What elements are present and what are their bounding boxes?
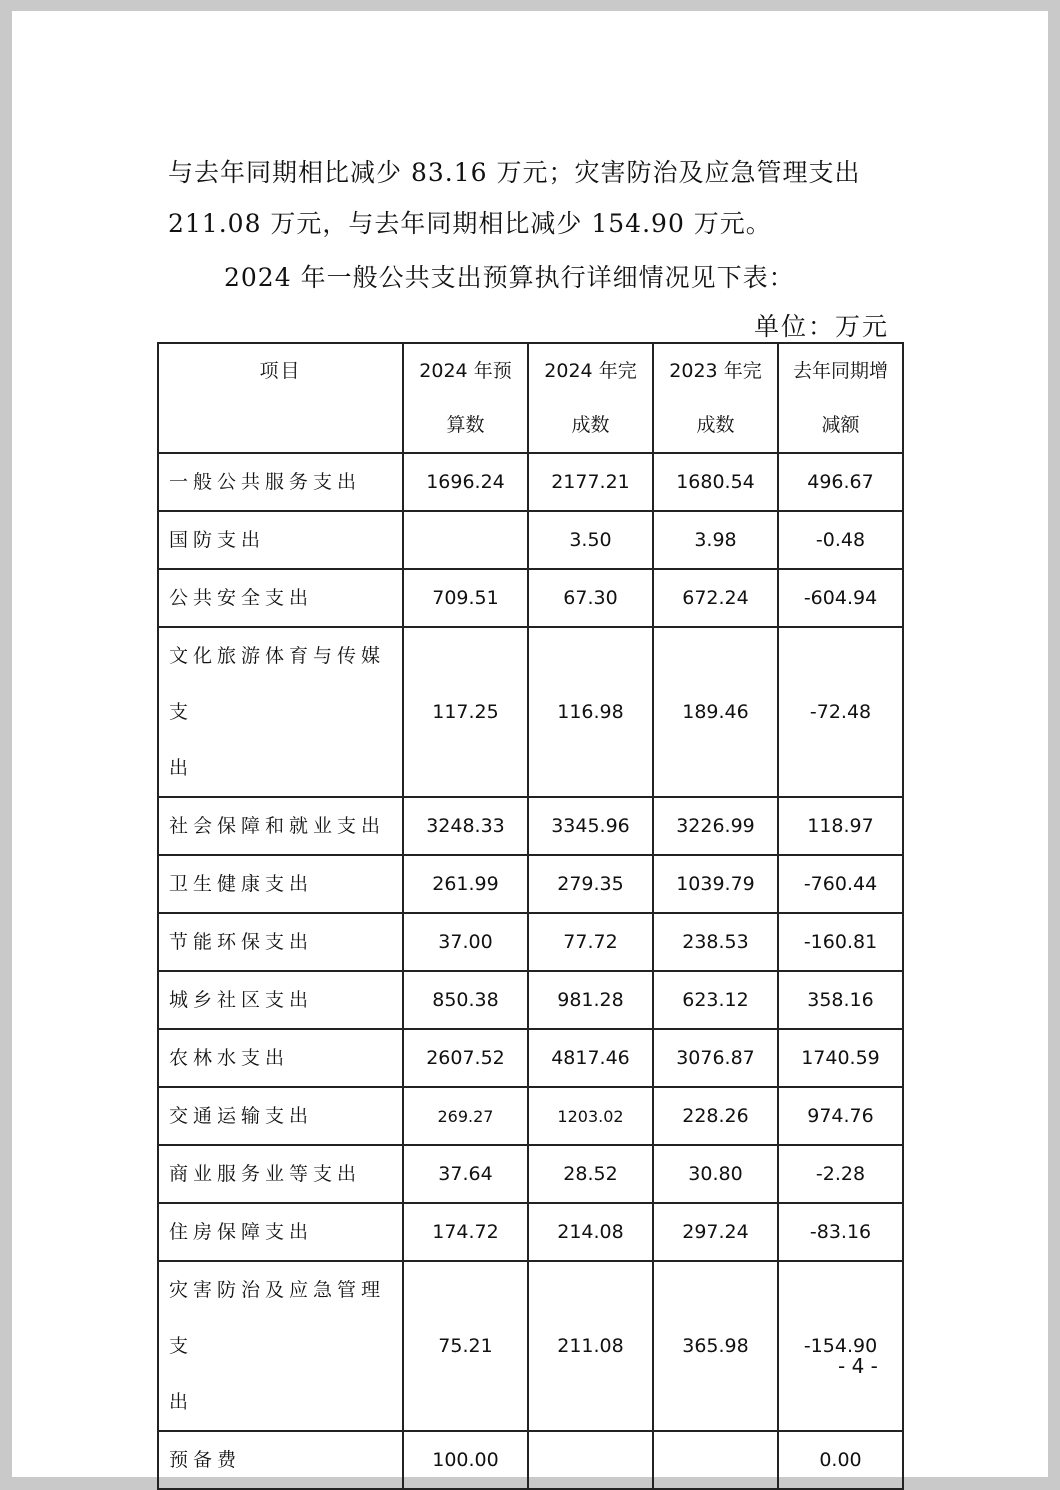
table-row	[158, 1261, 903, 1431]
table-intro-text: 2024 年一般公共支出预算执行详细情况见下表：	[224, 263, 795, 292]
cell-actual-2024: 981.28	[528, 971, 653, 1029]
cell-actual-2023: 3226.99	[653, 797, 778, 855]
row-item: 节能环保支出	[158, 913, 403, 971]
table-row	[158, 913, 903, 971]
cell-budget-2024: 100.00	[403, 1431, 528, 1489]
body-text-line-1: 与去年同期相比减少 83.16 万元；灾害防治及应急管理支出	[168, 158, 861, 187]
cell-actual-2024: 4817.46	[528, 1029, 653, 1087]
cell-change: -72.48	[778, 627, 903, 797]
header-actual-2024: 2024 年完 成数	[528, 343, 653, 453]
header-budget-2024: 2024 年预 算数	[403, 343, 528, 453]
row-item: 一般公共服务支出	[158, 453, 403, 511]
document-page	[12, 11, 1048, 1477]
table-row	[158, 797, 903, 855]
cell-budget-2024: 75.21	[403, 1261, 528, 1431]
cell-actual-2024: 3345.96	[528, 797, 653, 855]
page-number: - 4 -	[838, 1354, 878, 1378]
row-item: 卫生健康支出	[158, 855, 403, 913]
table-row	[158, 1203, 903, 1261]
cell-change: -760.44	[778, 855, 903, 913]
cell-actual-2024: 2177.21	[528, 453, 653, 511]
table-row	[158, 453, 903, 511]
cell-actual-2023: 238.53	[653, 913, 778, 971]
row-item: 公共安全支出	[158, 569, 403, 627]
cell-budget-2024: 3248.33	[403, 797, 528, 855]
cell-actual-2024: 3.50	[528, 511, 653, 569]
cell-actual-2023: 297.24	[653, 1203, 778, 1261]
cell-actual-2024: 214.08	[528, 1203, 653, 1261]
cell-actual-2023: 672.24	[653, 569, 778, 627]
cell-actual-2023: 228.26	[653, 1087, 778, 1145]
table-row	[158, 1029, 903, 1087]
cell-actual-2023: 3076.87	[653, 1029, 778, 1087]
cell-change: 118.97	[778, 797, 903, 855]
cell-actual-2024: 1203.02	[528, 1087, 653, 1145]
table-row	[158, 1087, 903, 1145]
cell-actual-2023	[653, 1431, 778, 1489]
row-item: 交通运输支出	[158, 1087, 403, 1145]
cell-budget-2024: 174.72	[403, 1203, 528, 1261]
cell-actual-2024: 28.52	[528, 1145, 653, 1203]
table-row	[158, 569, 903, 627]
cell-actual-2024: 67.30	[528, 569, 653, 627]
cell-change: 496.67	[778, 453, 903, 511]
row-item: 预备费	[158, 1431, 403, 1489]
cell-change: 974.76	[778, 1087, 903, 1145]
table-row	[158, 627, 903, 797]
cell-change: -83.16	[778, 1203, 903, 1261]
table-row	[158, 1145, 903, 1203]
row-item: 灾害防治及应急管理支 出	[158, 1261, 403, 1431]
cell-budget-2024	[403, 511, 528, 569]
body-text-line-2: 211.08 万元，与去年同期相比减少 154.90 万元。	[168, 209, 772, 238]
cell-change: -604.94	[778, 569, 903, 627]
cell-budget-2024: 1696.24	[403, 453, 528, 511]
header-item: 项目	[158, 343, 403, 453]
cell-actual-2023: 189.46	[653, 627, 778, 797]
cell-actual-2024: 279.35	[528, 855, 653, 913]
cell-change: -2.28	[778, 1145, 903, 1203]
cell-change: -154.90	[778, 1261, 903, 1431]
table-row	[158, 971, 903, 1029]
cell-budget-2024: 2607.52	[403, 1029, 528, 1087]
header-actual-2023: 2023 年完 成数	[653, 343, 778, 453]
cell-budget-2024: 37.64	[403, 1145, 528, 1203]
expenditure-table	[157, 342, 904, 1490]
cell-actual-2023: 3.98	[653, 511, 778, 569]
cell-actual-2024: 116.98	[528, 627, 653, 797]
table-row	[158, 1431, 903, 1489]
row-item: 住房保障支出	[158, 1203, 403, 1261]
table-header-row	[158, 343, 903, 453]
cell-budget-2024: 117.25	[403, 627, 528, 797]
cell-actual-2024	[528, 1431, 653, 1489]
cell-budget-2024: 261.99	[403, 855, 528, 913]
unit-label: 单位：万元	[754, 312, 890, 341]
cell-budget-2024: 37.00	[403, 913, 528, 971]
cell-change: 1740.59	[778, 1029, 903, 1087]
cell-change: -160.81	[778, 913, 903, 971]
cell-actual-2023: 623.12	[653, 971, 778, 1029]
row-item: 文化旅游体育与传媒支 出	[158, 627, 403, 797]
row-item: 社会保障和就业支出	[158, 797, 403, 855]
cell-budget-2024: 269.27	[403, 1087, 528, 1145]
cell-change: 0.00	[778, 1431, 903, 1489]
table-row	[158, 855, 903, 913]
row-item: 国防支出	[158, 511, 403, 569]
table-row	[158, 511, 903, 569]
cell-budget-2024: 709.51	[403, 569, 528, 627]
row-item: 商业服务业等支出	[158, 1145, 403, 1203]
cell-budget-2024: 850.38	[403, 971, 528, 1029]
cell-actual-2024: 77.72	[528, 913, 653, 971]
cell-change: -0.48	[778, 511, 903, 569]
header-change: 去年同期增 减额	[778, 343, 903, 453]
cell-actual-2023: 1039.79	[653, 855, 778, 913]
cell-actual-2024: 211.08	[528, 1261, 653, 1431]
row-item: 农林水支出	[158, 1029, 403, 1087]
row-item: 城乡社区支出	[158, 971, 403, 1029]
cell-actual-2023: 365.98	[653, 1261, 778, 1431]
cell-change: 358.16	[778, 971, 903, 1029]
cell-actual-2023: 30.80	[653, 1145, 778, 1203]
cell-actual-2023: 1680.54	[653, 453, 778, 511]
